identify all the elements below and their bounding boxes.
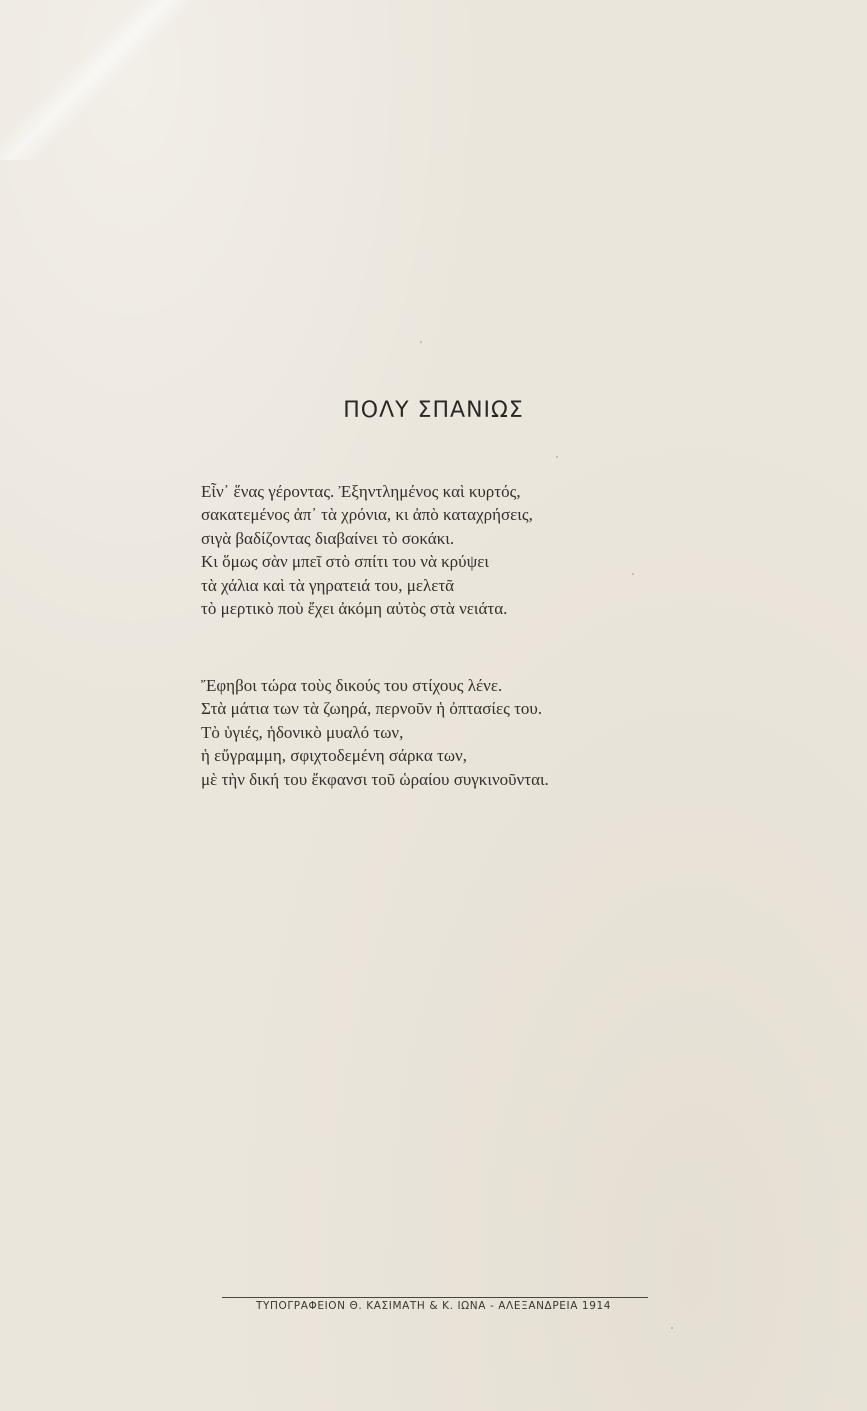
poem-line: Στὰ μάτια των τὰ ζωηρά, περνοῦν ἡ ὀπτασίες του. xyxy=(201,699,543,719)
poem-line: τὸ μερτικὸ ποὺ ἔχει ἀκόμη αὐτὸς στὰ νειάτα. xyxy=(201,599,508,619)
footer-divider xyxy=(222,1297,648,1298)
printer-imprint: ΤΥΠΟΓΡΑΦΕΙΟΝ Θ. ΚΑΣΙΜΑΤΗ & Κ. ΙΩΝΑ - ΑΛΕΞΑΝΔΡΕΙΑ 1914 xyxy=(255,1300,612,1312)
poem-line: ἡ εὔγραμμη, σφιχτοδεμένη σάρκα των, xyxy=(201,746,467,766)
poem-line: Τὸ ὑγιές, ἡδονικὸ μυαλό των, xyxy=(201,722,404,742)
poem-line: Κι ὅμως σὰν μπεῖ στὸ σπίτι του νὰ κρύψει xyxy=(201,552,489,572)
poem-line: τὰ χάλια καὶ τὰ γηρατειά του, μελετᾶ xyxy=(201,575,455,595)
paper-speck xyxy=(420,341,422,343)
poem-line: μὲ τὴν δική του ἔκφανσι τοῦ ὡραίου συγκινοῦνται. xyxy=(201,769,549,789)
stanza-2 xyxy=(201,674,721,791)
paper-speck xyxy=(671,1327,673,1329)
poem-line: Εἶν᾽ ἕνας γέροντας. Ἐξηντλημένος καὶ κυρτός, xyxy=(201,482,521,501)
poem-line: σακατεμένος ἀπ᾽ τὰ χρόνια, κι ἀπὸ καταχρήσεις, xyxy=(201,505,533,525)
stanza-1 xyxy=(201,480,721,620)
poem-title: ΠΟΛΥ ΣΠΑΝΙΩΣ xyxy=(343,398,524,423)
paper-speck xyxy=(632,573,634,575)
paper-speck xyxy=(556,456,558,458)
paper-fold-highlight xyxy=(0,0,190,160)
poem-line: σιγὰ βαδίζοντας διαβαίνει τὸ σοκάκι. xyxy=(201,528,455,548)
poem-line: Ἔφηβοι τώρα τοὺς δικούς του στίχους λένε. xyxy=(201,676,503,695)
